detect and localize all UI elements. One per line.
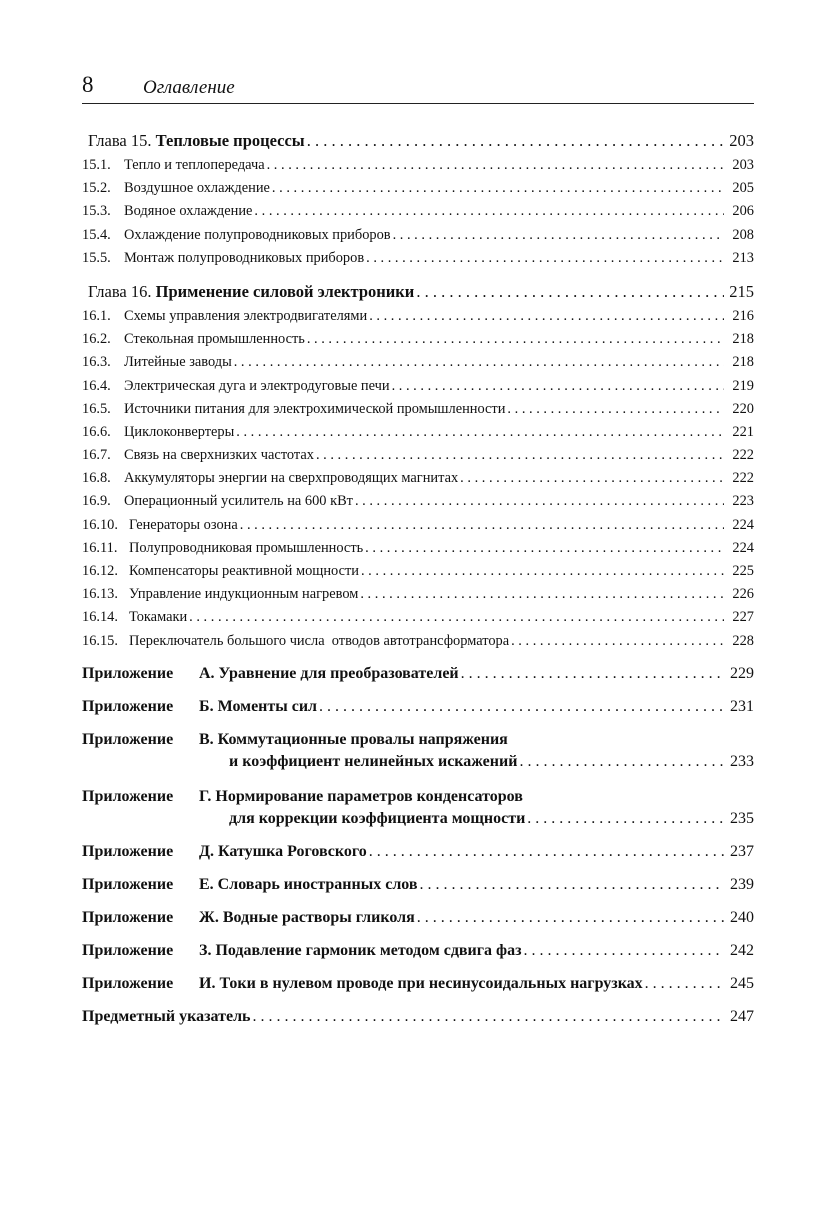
dot-leader xyxy=(189,609,724,626)
dot-leader xyxy=(369,308,724,325)
toc-section[interactable] xyxy=(82,447,754,470)
section-number: 15.2. xyxy=(82,180,111,197)
header-rule xyxy=(82,103,754,104)
section-number: 16.15. xyxy=(82,632,118,649)
dot-leader xyxy=(267,157,724,174)
dot-leader xyxy=(307,331,724,348)
section-title: Компенсаторы реактивной мощности xyxy=(129,563,359,579)
dot-leader xyxy=(369,843,724,861)
dot-leader xyxy=(307,131,724,151)
toc-appendix[interactable] xyxy=(82,876,754,898)
toc-appendix[interactable] xyxy=(82,843,754,865)
dot-leader xyxy=(272,180,724,197)
appendix-title-line2: для коррекции коэффициента мощности xyxy=(229,809,526,827)
dot-leader xyxy=(360,586,724,603)
section-title: Циклоконвертеры xyxy=(124,423,235,440)
page-ref: 203 xyxy=(729,131,754,150)
section-number: 16.2. xyxy=(82,331,111,348)
toc-section[interactable] xyxy=(82,493,754,516)
section-title: Монтаж полупроводниковых приборов xyxy=(124,249,365,266)
toc-appendix[interactable] xyxy=(82,731,754,753)
toc-section[interactable] xyxy=(82,470,754,493)
section-title: Электрическая дуга и электродуговые печи xyxy=(124,377,390,394)
toc-chapter-15[interactable] xyxy=(82,131,754,157)
appendix-word: Приложение xyxy=(82,875,174,893)
chapter-title: Применение силовой электроники xyxy=(155,281,415,301)
appendix-title: Ж. Водные растворы гликоля xyxy=(199,908,415,926)
page-ref: 229 xyxy=(730,664,754,682)
dot-leader xyxy=(393,227,724,244)
section-number: 15.4. xyxy=(82,226,111,243)
page-ref: 242 xyxy=(730,941,754,959)
section-title: Тепло и теплопередача xyxy=(124,157,265,173)
page-ref: 205 xyxy=(732,180,754,197)
page-ref: 220 xyxy=(732,400,754,417)
section-number: 16.8. xyxy=(82,470,111,487)
dot-leader xyxy=(254,203,724,220)
appendix-word: Приложение xyxy=(82,664,174,682)
toc-section[interactable] xyxy=(82,517,754,540)
toc-appendix-continuation[interactable] xyxy=(82,753,754,775)
page-ref: 213 xyxy=(732,249,754,266)
toc-section[interactable] xyxy=(82,586,754,609)
toc-section[interactable] xyxy=(82,157,754,180)
toc-appendix-continuation[interactable] xyxy=(82,810,754,832)
section-number: 16.1. xyxy=(82,307,111,324)
dot-leader xyxy=(417,909,724,927)
section-number: 16.13. xyxy=(82,586,118,603)
appendix-word: Приложение xyxy=(82,842,174,860)
dot-leader xyxy=(361,563,724,580)
toc-appendix[interactable] xyxy=(82,788,754,810)
section-number: 16.9. xyxy=(82,493,111,510)
dot-leader xyxy=(524,942,724,960)
toc-section[interactable] xyxy=(82,227,754,250)
section-title: Операционный усилитель на 600 кВт xyxy=(124,493,353,510)
toc-appendix[interactable] xyxy=(82,909,754,931)
index-title: Предметный указатель xyxy=(82,1007,251,1025)
page-ref: 239 xyxy=(730,875,754,893)
toc-appendix[interactable] xyxy=(82,975,754,997)
section-title: Источники питания для электрохимической промышленности xyxy=(124,400,506,417)
toc-appendix[interactable] xyxy=(82,665,754,687)
appendix-title: В. Коммутационные провалы напряжения xyxy=(199,730,508,748)
dot-leader xyxy=(366,250,724,267)
section-number: 15.1. xyxy=(82,157,111,173)
section-number: 16.5. xyxy=(82,400,111,417)
appendix-title: И. Токи в нулевом проводе при несинусоидальных нагрузках xyxy=(199,974,643,992)
dot-leader xyxy=(416,282,724,302)
dot-leader xyxy=(392,378,724,395)
appendix-title: А. Уравнение для преобразователей xyxy=(199,664,459,682)
appendix-title-line2: и коэффициент нелинейных искажений xyxy=(229,752,518,770)
page-ref: 222 xyxy=(732,447,754,464)
page-ref: 231 xyxy=(730,697,754,715)
toc-section[interactable] xyxy=(82,378,754,401)
page-ref: 208 xyxy=(732,226,754,243)
page-ref: 233 xyxy=(730,752,754,770)
chapter-prefix: Глава 15. xyxy=(88,131,152,150)
dot-leader xyxy=(240,517,724,534)
dot-leader xyxy=(236,424,724,441)
chapter-prefix: Глава 16. xyxy=(88,281,152,301)
section-title: Полупроводниковая промышленность xyxy=(129,539,364,556)
toc-section[interactable] xyxy=(82,331,754,354)
dot-leader xyxy=(519,753,724,771)
page-ref: 247 xyxy=(730,1007,754,1025)
section-number: 16.6. xyxy=(82,423,111,440)
section-number: 16.14. xyxy=(82,609,118,626)
appendix-title: Е. Словарь иностранных слов xyxy=(199,875,418,893)
page-ref: 218 xyxy=(732,354,754,371)
section-title: Воздушное охлаждение xyxy=(124,180,270,197)
appendix-title: Б. Моменты сил xyxy=(199,697,318,715)
appendix-title: Д. Катушка Роговского xyxy=(199,842,367,860)
toc-chapter-16[interactable] xyxy=(82,282,754,308)
page-ref: 219 xyxy=(732,377,754,394)
section-number: 15.3. xyxy=(82,203,111,220)
page-ref: 228 xyxy=(732,632,754,649)
page-number: 8 xyxy=(82,72,94,97)
section-number: 15.5. xyxy=(82,249,111,266)
page-ref: 218 xyxy=(732,331,754,348)
section-title: Схемы управления электродвигателями xyxy=(124,307,368,324)
page-ref: 227 xyxy=(732,609,754,626)
toc-section[interactable] xyxy=(82,308,754,331)
page-ref: 224 xyxy=(732,539,754,556)
dot-leader xyxy=(461,665,724,683)
page-ref: 203 xyxy=(732,157,754,173)
page-header xyxy=(82,68,754,102)
appendix-word: Приложение xyxy=(82,941,174,959)
toc-section[interactable] xyxy=(82,609,754,632)
dot-leader xyxy=(234,354,724,371)
section-title: Переключатель большого числа отводов автотрансформатора xyxy=(129,632,510,649)
dot-leader xyxy=(316,447,724,464)
dot-leader xyxy=(511,633,724,650)
dot-leader xyxy=(527,810,724,828)
section-title: Связь на сверхнизких частотах xyxy=(124,447,314,464)
section-number: 16.3. xyxy=(82,354,111,371)
section-title: Охлаждение полупроводниковых приборов xyxy=(124,226,391,243)
toc-appendix[interactable] xyxy=(82,942,754,964)
toc-section[interactable] xyxy=(82,180,754,203)
page-ref: 226 xyxy=(732,586,754,603)
page-ref: 225 xyxy=(732,563,754,579)
toc-appendix[interactable] xyxy=(82,698,754,720)
page-ref: 215 xyxy=(729,281,754,301)
section-number: 16.10. xyxy=(82,516,118,533)
section-title: Токамаки xyxy=(129,609,188,626)
section-number: 16.11. xyxy=(82,539,118,556)
toc-section[interactable] xyxy=(82,540,754,563)
page-ref: 240 xyxy=(730,908,754,926)
running-title: Оглавление xyxy=(143,77,235,98)
section-title: Аккумуляторы энергии на сверхпроводящих магнитах xyxy=(124,470,459,487)
page-ref: 221 xyxy=(732,423,754,440)
section-number: 16.4. xyxy=(82,377,111,394)
section-title: Литейные заводы xyxy=(124,354,232,371)
page-ref: 216 xyxy=(732,307,754,324)
appendix-word: Приложение xyxy=(82,697,174,715)
toc-section[interactable] xyxy=(82,563,754,586)
appendix-word: Приложение xyxy=(82,730,174,748)
dot-leader xyxy=(460,470,724,487)
appendix-word: Приложение xyxy=(82,908,174,926)
toc-section[interactable] xyxy=(82,203,754,226)
toc-section[interactable] xyxy=(82,401,754,424)
appendix-word: Приложение xyxy=(82,974,174,992)
dot-leader xyxy=(355,493,724,510)
toc-section[interactable] xyxy=(82,424,754,447)
dot-leader xyxy=(319,698,724,716)
page-ref: 237 xyxy=(730,842,754,860)
toc-section[interactable] xyxy=(82,354,754,377)
appendix-title: Г. Нормирование параметров конденсаторов xyxy=(199,787,523,805)
dot-leader xyxy=(420,876,724,894)
section-title: Управление индукционным нагревом xyxy=(129,586,359,603)
chapter-title: Тепловые процессы xyxy=(155,131,305,150)
dot-leader xyxy=(507,401,724,418)
table-of-contents xyxy=(82,131,754,1030)
page-ref: 245 xyxy=(730,974,754,992)
dot-leader xyxy=(365,540,724,557)
page-ref: 206 xyxy=(732,203,754,220)
dot-leader xyxy=(645,975,724,993)
toc-section[interactable] xyxy=(82,250,754,273)
appendix-title: З. Подавление гармоник методом сдвига фаз xyxy=(199,941,522,959)
page-ref: 224 xyxy=(732,516,754,533)
section-number: 16.12. xyxy=(82,563,118,579)
section-title: Водяное охлаждение xyxy=(124,203,253,220)
dot-leader xyxy=(253,1008,724,1026)
toc-section[interactable] xyxy=(82,633,754,656)
toc-index[interactable] xyxy=(82,1008,754,1030)
section-title: Генераторы озона xyxy=(129,516,238,533)
page-ref: 235 xyxy=(730,809,754,827)
section-title: Стекольная промышленность xyxy=(124,331,305,348)
page-ref: 222 xyxy=(732,470,754,487)
appendix-word: Приложение xyxy=(82,787,174,805)
section-number: 16.7. xyxy=(82,447,111,464)
page-ref: 223 xyxy=(732,493,754,510)
